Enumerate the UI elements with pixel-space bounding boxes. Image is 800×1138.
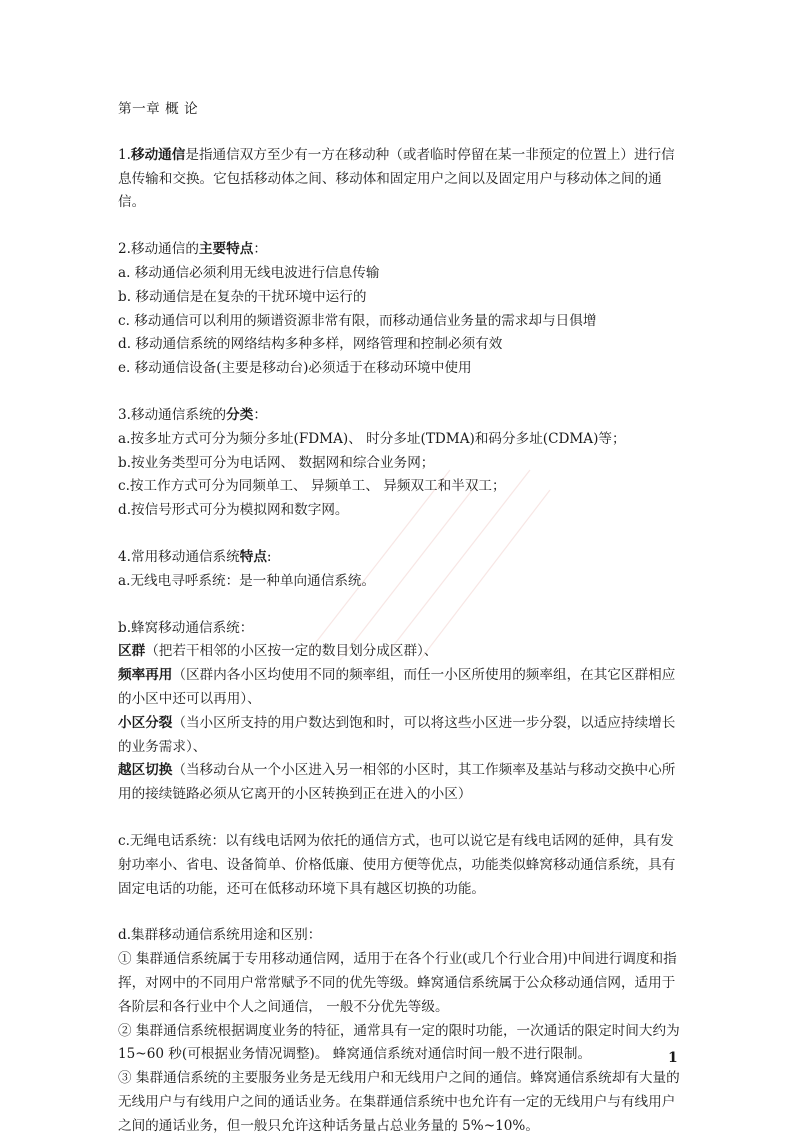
term-label: 区群	[118, 643, 146, 660]
trunking-heading: d.集群移动通信系统用途和区别：	[118, 927, 322, 944]
term-label: 小区分裂	[118, 714, 173, 731]
cellular-heading: b.蜂窝移动通信系统：	[118, 619, 254, 636]
list-item: d.按信号形式可分为模拟网和数字网。	[118, 502, 349, 519]
chapter-title: 第一章 概 论	[118, 101, 199, 117]
cordless-phone-paragraph: c.无绳电话系统：以有线电话网为依托的通信方式，也可以说它是有线电话网的延伸，具有发射功率小、省电、设备简单、价格低廉、使用方便等优点，功能类似蜂窝移动通信系统，具有固定电话的功能，还可在低移动环境下具有越区切换的功能。	[118, 832, 676, 897]
page-number: 1	[668, 1050, 678, 1066]
term-label: 越区切换	[118, 762, 173, 779]
list-item: b.按业务类型可分为电话网、 数据网和综合业务网；	[118, 454, 435, 471]
list-item: a.按多址方式可分为频分多址(FDMA)、 时分多址(TDMA)和码分多址(CDMA)等；	[118, 430, 626, 447]
section-1-text: 是指通信双方至少有一方在移动种（或者临时停留在某一非预定的位置上）进行信息传输和交换。它包括移动体之间、移动体和固定用户之间以及固定用户与移动体之间的通信。	[118, 146, 675, 211]
heading-suffix: ：	[253, 406, 267, 423]
section-2-heading	[118, 238, 686, 262]
list-item: a. 移动通信必须利用无线电波进行信息传输	[118, 264, 380, 281]
section-number: 1.	[118, 146, 131, 163]
heading-term: 分类	[226, 406, 254, 423]
term-mobile-communication: 移动通信	[130, 146, 186, 163]
term-text: （区群内各小区均使用不同的频率组，而任一小区所使用的频率组，在其它区群相应的小区中还可以再用）、	[118, 667, 676, 707]
heading-prefix: 3.移动通信系统的	[118, 406, 227, 423]
section-3-heading	[118, 404, 686, 428]
page-content	[118, 98, 686, 1138]
heading-term: 主要特点	[198, 241, 254, 258]
list-item: c. 移动通信可以利用的频谱资源非常有限，而移动通信业务量的需求却与日俱增	[118, 312, 597, 329]
heading-prefix: 2.移动通信的	[118, 241, 199, 258]
term-text: （当小区所支持的用户数达到饱和时，可以将这些小区进一步分裂，以适应持续增长的业务需求）、	[118, 714, 676, 755]
heading-suffix: ：	[253, 241, 267, 258]
cellular-term-handoff	[118, 759, 686, 807]
section-1-paragraph	[118, 144, 686, 215]
list-item: ② 集群通信系统根据调度业务的特征，通常具有一定的限时功能，一次通话的限定时间大约为 15~60 秒(可根据业务情况调整)。 蜂窝通信系统对通信时间一般不进行限制。	[118, 1022, 680, 1063]
heading-suffix: :	[266, 548, 272, 565]
cellular-term-cell-splitting	[118, 712, 686, 760]
term-label: 频率再用	[118, 667, 173, 684]
list-item: e. 移动通信设备(主要是移动台)必须适于在移动环境中使用	[118, 360, 472, 377]
list-item: c.按工作方式可分为同频单工、 异频单工、 异频双工和半双工；	[118, 478, 506, 495]
term-text: （当移动台从一个小区进入另一相邻的小区时，其工作频率及基站与移动交换中心所用的接续链路必须从它离开的小区转换到正在进入的小区）	[118, 762, 676, 803]
section-4-heading	[118, 546, 686, 570]
list-item: b. 移动通信是在复杂的干扰环境中运行的	[118, 288, 367, 305]
list-item: d. 移动通信系统的网络结构多种多样，网络管理和控制必须有效	[118, 336, 503, 353]
heading-prefix: 4.常用移动通信系统	[118, 548, 240, 565]
list-item: ③ 集群通信系统的主要服务业务是无线用户和无线用户之间的通信。蜂窝通信系统却有大量的无线用户与有线用户之间的通话业务。在集群通信系统中也允许有一定的无线用户与有线用户之间的通话业务，但一般只允许这种话务量占总业务量的 5%~10%。	[118, 1070, 680, 1134]
term-text: （把若干相邻的小区按一定的数目划分成区群）、	[145, 643, 438, 660]
cellular-term-frequency-reuse	[118, 664, 686, 712]
cellular-term-cluster	[118, 640, 686, 664]
heading-term: 特点	[239, 548, 267, 565]
list-item: ① 集群通信系统属于专用移动通信网，适用于在各个行业(或几个行业合用)中间进行调度和指挥，对网中的不同用户常常赋予不同的优先等级。蜂窝通信系统属于公众移动通信网，适用于各阶层和各行业中个人之间通信， 一般不分优先等级。	[118, 951, 677, 1015]
paging-system-text: a.无线电寻呼系统：是一种单向通信系统。	[118, 572, 376, 589]
